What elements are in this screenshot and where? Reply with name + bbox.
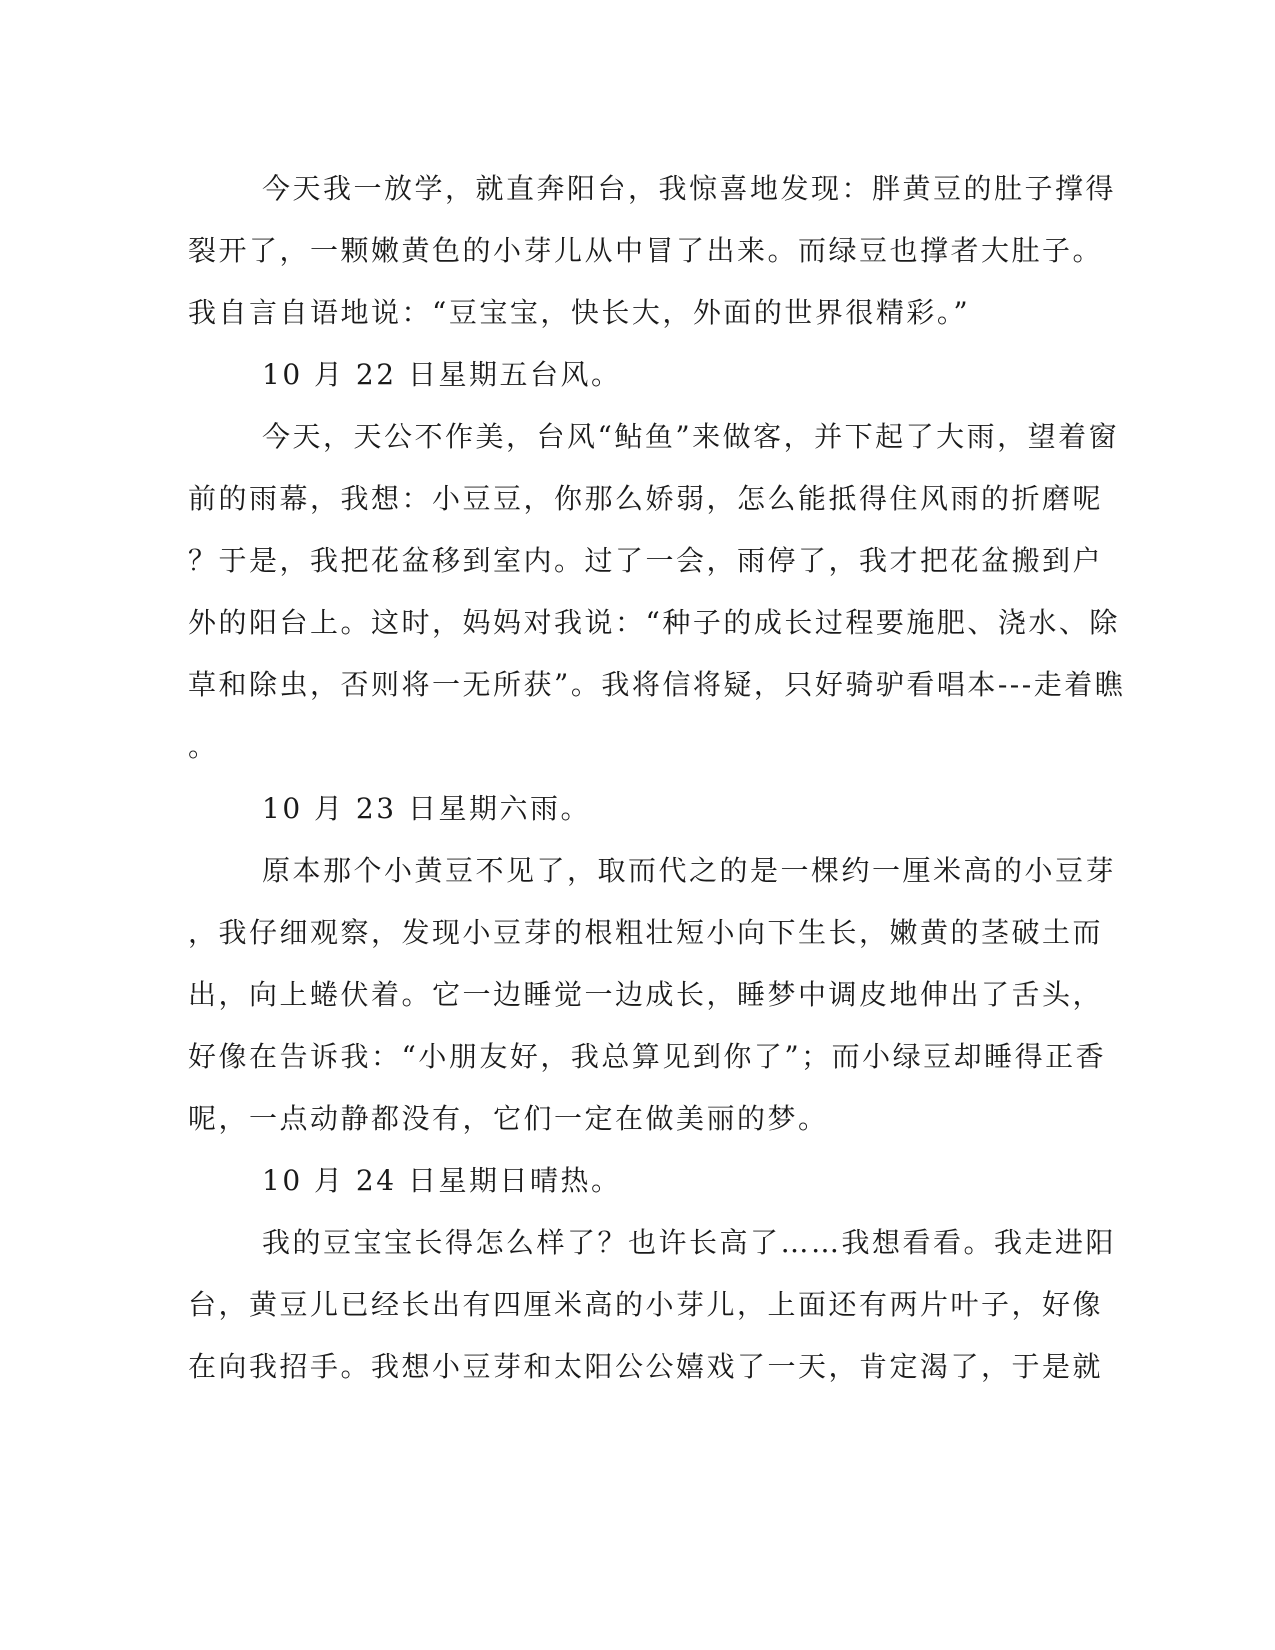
text-line: 今天，天公不作美，台风“鲇鱼”来做客，并下起了大雨，望着窗 — [262, 420, 1120, 453]
text-line: 出，向上蜷伏着。它一边睡觉一边成长，睡梦中调皮地伸出了舌头， — [188, 978, 1104, 1011]
diary-text — [188, 158, 1126, 1398]
text-line: 前的雨幕，我想：小豆豆，你那么娇弱，怎么能抵得住风雨的折磨呢 — [188, 482, 1104, 515]
diary-date-heading: 10 月 23 日星期六雨。 — [262, 792, 591, 825]
text-line: 呢，一点动静都没有，它们一定在做美丽的梦。 — [188, 1102, 829, 1135]
text-line: 。 — [188, 730, 219, 763]
text-line: 好像在告诉我：“小朋友好，我总算见到你了”；而小绿豆却睡得正香 — [188, 1040, 1107, 1073]
text-line: 在向我招手。我想小豆芽和太阳公公嬉戏了一天，肯定渴了，于是就 — [188, 1350, 1104, 1383]
diary-date-heading: 10 月 24 日星期日晴热。 — [262, 1164, 622, 1197]
text-line: 裂开了，一颗嫩黄色的小芽儿从中冒了出来。而绿豆也撑者大肚子。 — [188, 234, 1104, 267]
text-line: ？于是，我把花盆移到室内。过了一会，雨停了，我才把花盆搬到户 — [188, 544, 1104, 577]
text-line: 原本那个小黄豆不见了，取而代之的是一棵约一厘米高的小豆芽 — [262, 854, 1117, 887]
diary-date-heading: 10 月 22 日星期五台风。 — [262, 358, 622, 391]
text-line: 台，黄豆儿已经长出有四厘米高的小芽儿，上面还有两片叶子，好像 — [188, 1288, 1104, 1321]
text-line: 我自言自语地说：“豆宝宝，快长大，外面的世界很精彩。” — [188, 296, 971, 329]
text-line: 草和除虫，否则将一无所获”。我将信将疑，只好骑驴看唱本---走着瞧 — [188, 668, 1126, 701]
text-line: 外的阳台上。这时，妈妈对我说：“种子的成长过程要施肥、浇水、除 — [188, 606, 1120, 639]
text-line: 今天我一放学，就直奔阳台，我惊喜地发现：胖黄豆的肚子撑得 — [262, 172, 1117, 205]
text-line: 我的豆宝宝长得怎么样了？也许长高了……我想看看。我走进阳 — [262, 1226, 1117, 1259]
text-line: ，我仔细观察，发现小豆芽的根粗壮短小向下生长，嫩黄的茎破土而 — [188, 916, 1104, 949]
